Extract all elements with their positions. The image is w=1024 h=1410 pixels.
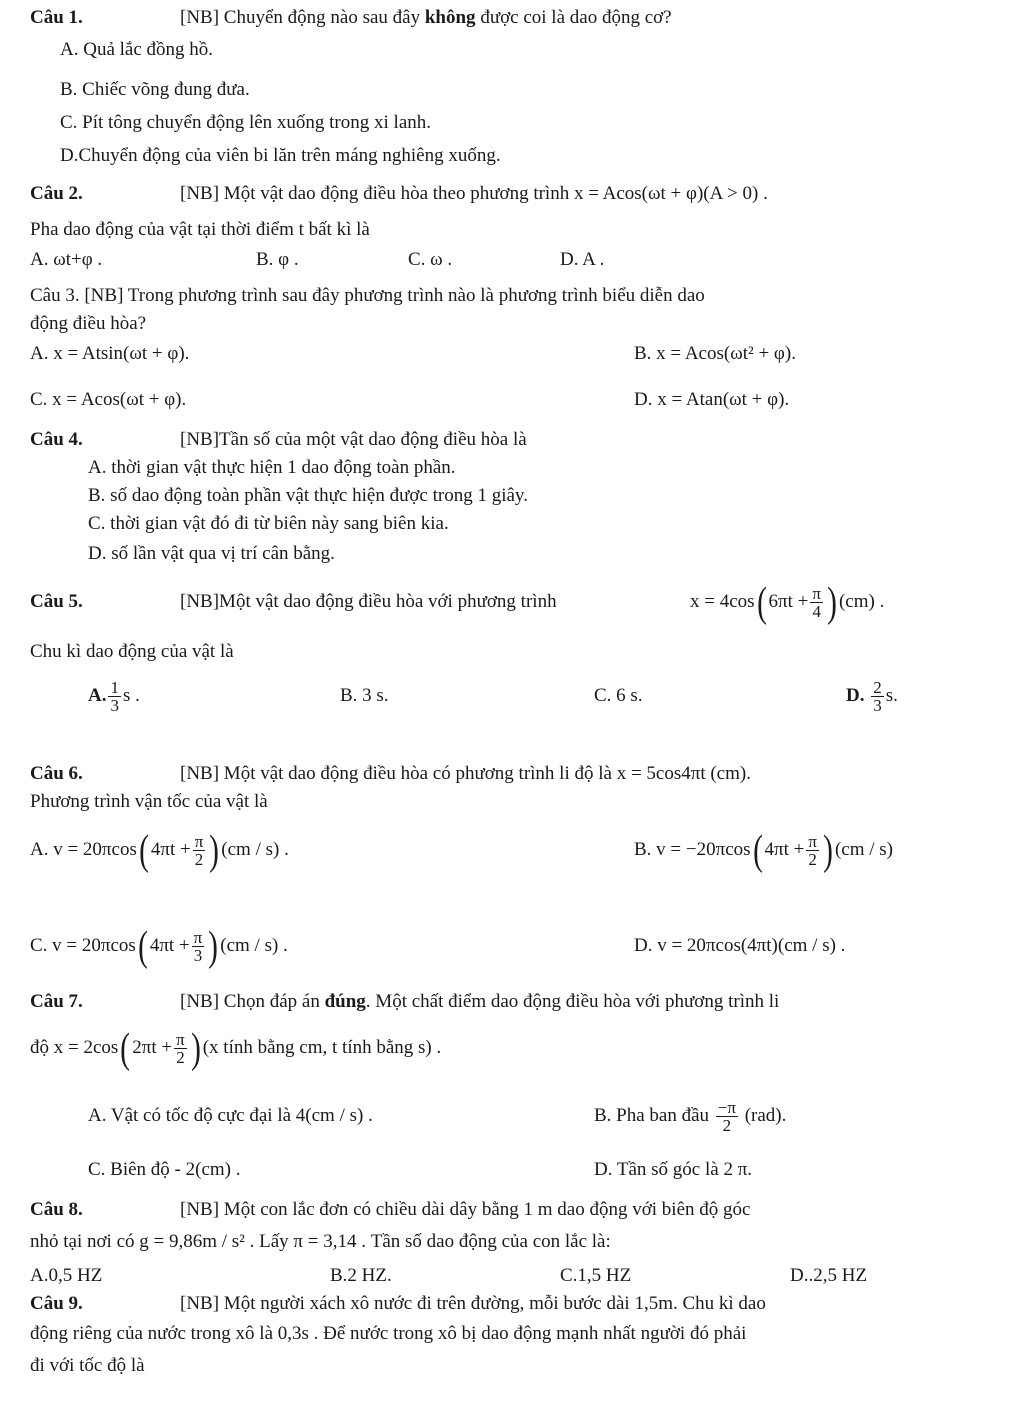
- q2-option-b: B. φ .: [256, 249, 299, 270]
- q2-option-a: A. ωt+φ .: [30, 249, 103, 270]
- q5-equation: x = 4cos( 6πt + $\frac{\pi}{4}$ ) (cm) .: [690, 579, 885, 626]
- q7-number: Câu 7.: [30, 991, 83, 1012]
- q9-number: Câu 9.: [30, 1293, 83, 1314]
- q5-option-d: D. $\frac{2}{3}$ s.: [846, 678, 898, 716]
- q5-stem: [NB]Một vật dao động điều hòa với phương trình: [180, 591, 557, 612]
- q9-stem: [NB] Một người xách xô nước đi trên đường, mỗi bước dài 1,5m. Chu kì dao: [180, 1293, 766, 1314]
- q8-option-a: A.0,5 HZ: [30, 1265, 103, 1286]
- q6-option-a: A. v = 20πcos( 4πt + $\frac{\pi}{2}$ ) (cm / s) .: [30, 827, 289, 874]
- q3-stem: Câu 3. [NB] Trong phương trình sau đây phương trình nào là phương trình biểu diễn dao: [30, 285, 705, 306]
- q5-option-c: C. 6 s.: [594, 685, 643, 706]
- q7-option-b: B. Pha ban đầu $\frac{-\pi}{2}$ (rad).: [594, 1098, 787, 1136]
- q1-number: Câu 1.: [30, 7, 83, 28]
- q1-option-a: A. Quả lắc đồng hồ.: [60, 39, 214, 60]
- q8-stem-cont: nhỏ tại nơi có g = 9,86m / s² . Lấy π = 3,14 . Tần số dao động của con lắc là:: [30, 1231, 611, 1252]
- q7-option-a: A. Vật có tốc độ cực đại là 4(cm / s) .: [88, 1105, 373, 1126]
- q4-option-c: C. thời gian vật đó đi từ biên này sang biên kia.: [88, 513, 449, 534]
- q8-number: Câu 8.: [30, 1199, 83, 1220]
- q3-stem-cont: động điều hòa?: [30, 313, 147, 334]
- q8-stem: [NB] Một con lắc đơn có chiều dài dây bằng 1 m dao động với biên độ góc: [180, 1199, 751, 1220]
- q6-stem-cont: Phương trình vận tốc của vật là: [30, 791, 268, 812]
- q9-stem-cont2: đi với tốc độ là: [30, 1355, 145, 1376]
- q5-number: Câu 5.: [30, 591, 83, 612]
- q2-number: Câu 2.: [30, 183, 83, 204]
- q5-option-a: A. $\frac{1}{3}$ s .: [88, 678, 140, 716]
- q2-option-d: D. A .: [560, 249, 605, 270]
- q7-equation: độ x = 2cos( 2πt + $\frac{\pi}{2}$ ) (x tính bằng cm, t tính bằng s) .: [30, 1025, 442, 1072]
- q2-option-c: C. ω .: [408, 249, 453, 270]
- q3-option-a: A. x = Atsin(ωt + φ).: [30, 343, 190, 364]
- q8-option-c: C.1,5 HZ: [560, 1265, 632, 1286]
- q8-option-b: B.2 HZ.: [330, 1265, 392, 1286]
- q7-option-d: D. Tần số góc là 2 π.: [594, 1159, 753, 1180]
- q1-option-b: B. Chiếc võng đung đưa.: [60, 79, 250, 100]
- q7-stem: [NB] Chọn đáp án đúng. Một chất điểm dao động điều hòa với phương trình li: [180, 991, 780, 1012]
- q3-option-d: D. x = Atan(ωt + φ).: [634, 389, 790, 410]
- q2-stem: [NB] Một vật dao động điều hòa theo phương trình x = Acos(ωt + φ)(A > 0) .: [180, 183, 768, 204]
- q5-stem-cont: Chu kì dao động của vật là: [30, 641, 234, 662]
- q3-option-b: B. x = Acos(ωt² + φ).: [634, 343, 796, 364]
- q4-stem: [NB]Tần số của một vật dao động điều hòa là: [180, 429, 527, 450]
- q9-stem-cont: động riêng của nước trong xô là 0,3s . Để nước trong xô bị dao động mạnh nhất người đó phải: [30, 1323, 747, 1344]
- q2-stem-cont: Pha dao động của vật tại thời điểm t bất kì là: [30, 219, 370, 240]
- q4-number: Câu 4.: [30, 429, 83, 450]
- q4-option-a: A. thời gian vật thực hiện 1 dao động toàn phần.: [88, 457, 456, 478]
- q4-option-d: D. số lần vật qua vị trí cân bằng.: [88, 543, 335, 564]
- q4-option-b: B. số dao động toàn phần vật thực hiện được trong 1 giây.: [88, 485, 528, 506]
- q1-option-c: C. Pít tông chuyển động lên xuống trong xi lanh.: [60, 112, 432, 133]
- q3-option-c: C. x = Acos(ωt + φ).: [30, 389, 187, 410]
- q6-number: Câu 6.: [30, 763, 83, 784]
- q6-option-d: D. v = 20πcos(4πt)(cm / s) .: [634, 935, 846, 956]
- q5-option-b: B. 3 s.: [340, 685, 389, 706]
- q6-option-c: C. v = 20πcos( 4πt + $\frac{\pi}{3}$ ) (cm / s) .: [30, 923, 288, 970]
- q8-option-d: D..2,5 HZ: [790, 1265, 868, 1286]
- q6-stem: [NB] Một vật dao động điều hòa có phương trình li độ là x = 5cos4πt (cm).: [180, 763, 751, 784]
- q6-option-b: B. v = −20πcos( 4πt + $\frac{\pi}{2}$ ) (cm / s): [634, 827, 894, 874]
- q1-option-d: D.Chuyển động của viên bi lăn trên máng nghiêng xuống.: [60, 145, 501, 166]
- q7-option-c: C. Biên độ - 2(cm) .: [88, 1159, 241, 1180]
- q1-stem: [NB] Chuyển động nào sau đây không được coi là dao động cơ?: [180, 7, 672, 28]
